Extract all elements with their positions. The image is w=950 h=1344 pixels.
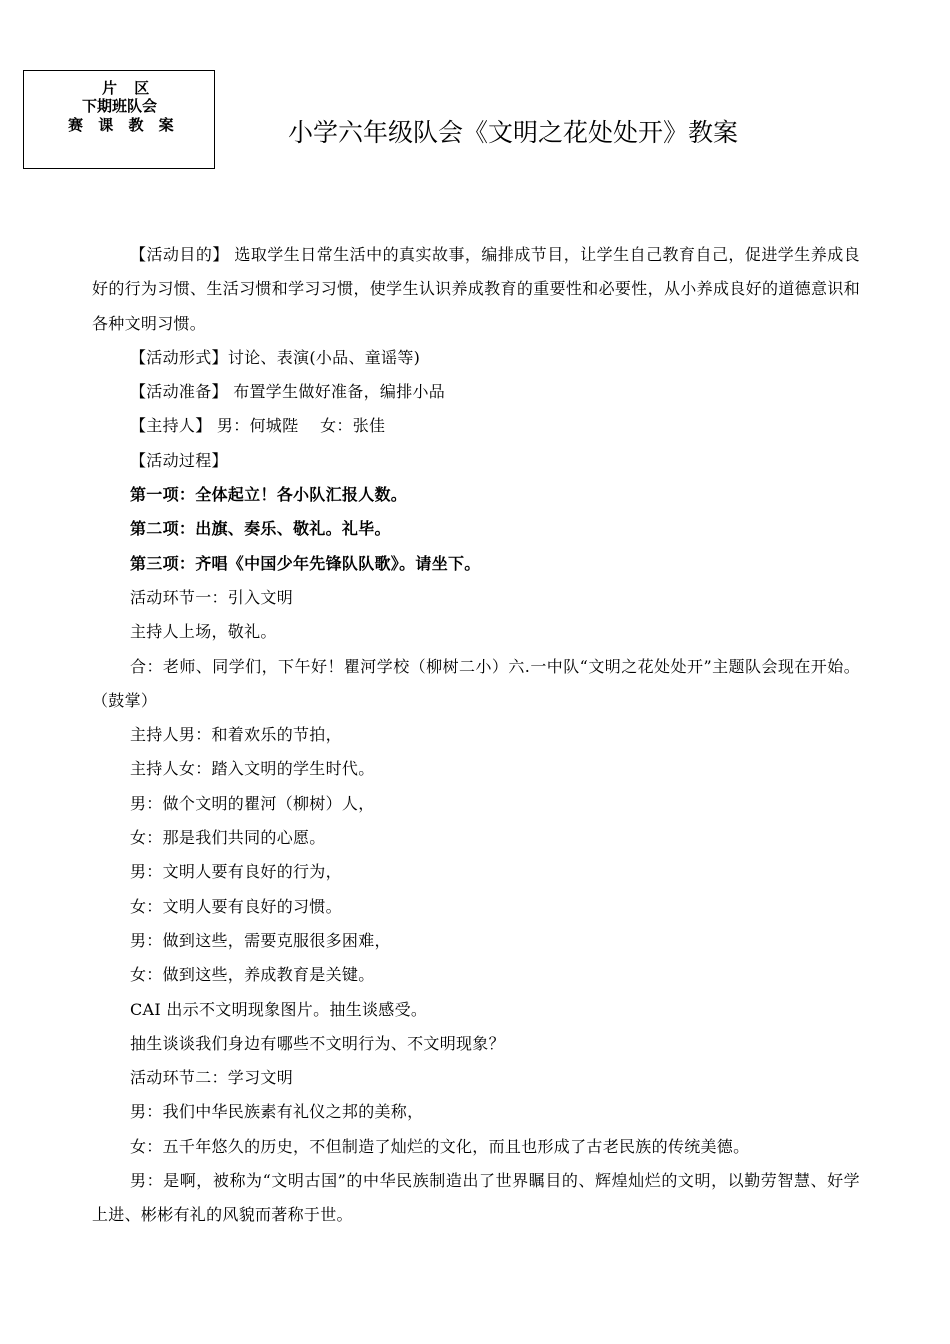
paragraph-purpose <box>92 238 860 341</box>
step-label: 第一项：全体起立！各小队汇报人数。 <box>130 485 408 505</box>
paragraph-text: 女：文明人要有良好的习惯。 <box>130 896 342 916</box>
paragraph-step-2 <box>92 512 860 546</box>
paragraph-step-1 <box>92 478 860 512</box>
header-label-line-2: 下期班队会 <box>82 97 158 115</box>
paragraph-step-3 <box>92 547 860 581</box>
paragraph-line <box>92 1164 860 1233</box>
paragraph-line <box>92 787 860 821</box>
section-label: 【活动形式】 <box>130 347 228 367</box>
paragraph-text: 布置学生做好准备，编排小品 <box>227 382 446 402</box>
document-title: 小学六年级队会《文明之花处处开》教案 <box>288 118 739 147</box>
paragraph-line <box>92 924 860 958</box>
paragraph-text: 抽生谈谈我们身边有哪些不文明行为、不文明现象？ <box>130 1033 505 1053</box>
paragraph-text: CAI 出示不文明现象图片。抽生谈感受。 <box>130 999 428 1019</box>
paragraph-line <box>92 958 860 992</box>
paragraph-form <box>92 341 860 375</box>
paragraph-segment-1 <box>92 581 860 615</box>
paragraph-text: 合：老师、同学们，下午好！瞿河学校（柳树二小）六.一中队“文明之花处处开”主题队会现在开始。（鼓掌） <box>92 656 860 710</box>
step-label: 第三项：齐唱《中国少年先锋队队歌》。请坐下。 <box>130 553 481 573</box>
paragraph-line <box>92 821 860 855</box>
paragraph-segment-2 <box>92 1061 860 1095</box>
paragraph-text: 主持人女：踏入文明的学生时代。 <box>130 759 375 779</box>
paragraph-line <box>92 650 860 719</box>
segment-label: 活动环节一：引入文明 <box>130 587 294 607</box>
document-body <box>92 238 860 1233</box>
segment-label: 活动环节二：学习文明 <box>130 1068 294 1088</box>
paragraph-line <box>92 1095 860 1129</box>
header-label-box <box>23 70 215 169</box>
paragraph-line <box>92 752 860 786</box>
paragraph-line <box>92 615 860 649</box>
paragraph-text: 男：何城陛 女：张佳 <box>211 416 386 436</box>
section-label: 【活动准备】 <box>130 382 228 402</box>
section-label: 【主持人】 <box>130 416 212 436</box>
paragraph-text: 男：我们中华民族素有礼仪之邦的美称， <box>130 1102 424 1122</box>
paragraph-line <box>92 1027 860 1061</box>
section-label: 【活动过程】 <box>130 450 228 470</box>
paragraph-line <box>92 890 860 924</box>
header-label-line-1: 片 区 <box>102 79 156 97</box>
paragraph-text: 主持人上场，敬礼。 <box>130 622 277 642</box>
header-label-line-3: 赛 课 教 案 <box>68 116 179 134</box>
section-label: 【活动目的】 <box>130 245 229 264</box>
paragraph-preparation <box>92 375 860 409</box>
paragraph-line <box>92 993 860 1027</box>
paragraph-text: 主持人男：和着欢乐的节拍， <box>130 725 342 745</box>
paragraph-text: 选取学生日常生活中的真实故事，编排成节目，让学生自己教育自己，促进学生养成良好的行为习惯、生活习惯和学习习惯，使学生认识养成教育的重要性和必要性，从小养成良好的道德意识和各种文明习惯。 <box>92 245 860 333</box>
paragraph-text: 讨论、表演(小品、童谣等) <box>227 347 421 367</box>
paragraph-text: 女：做到这些，养成教育是关键。 <box>130 965 375 985</box>
paragraph-hosts <box>92 409 860 443</box>
paragraph-text: 男：是啊，被称为“文明古国”的中华民族制造出了世界瞩目的、辉煌灿烂的文明，以勤劳智慧、好学上进、彬彬有礼的风貌而著称于世。 <box>92 1171 860 1225</box>
step-label: 第二项：出旗、奏乐、敬礼。礼毕。 <box>130 519 391 539</box>
paragraph-text: 男：做到这些，需要克服很多困难， <box>130 930 391 950</box>
paragraph-line <box>92 1130 860 1164</box>
paragraph-text: 男：文明人要有良好的行为， <box>130 862 342 882</box>
paragraph-text: 女：五千年悠久的历史，不但制造了灿烂的文化，而且也形成了古老民族的传统美德。 <box>130 1136 750 1156</box>
paragraph-process <box>92 444 860 478</box>
paragraph-line <box>92 718 860 752</box>
paragraph-text: 女：那是我们共同的心愿。 <box>130 828 326 848</box>
paragraph-line <box>92 855 860 889</box>
paragraph-text: 男：做个文明的瞿河（柳树）人， <box>130 793 375 813</box>
